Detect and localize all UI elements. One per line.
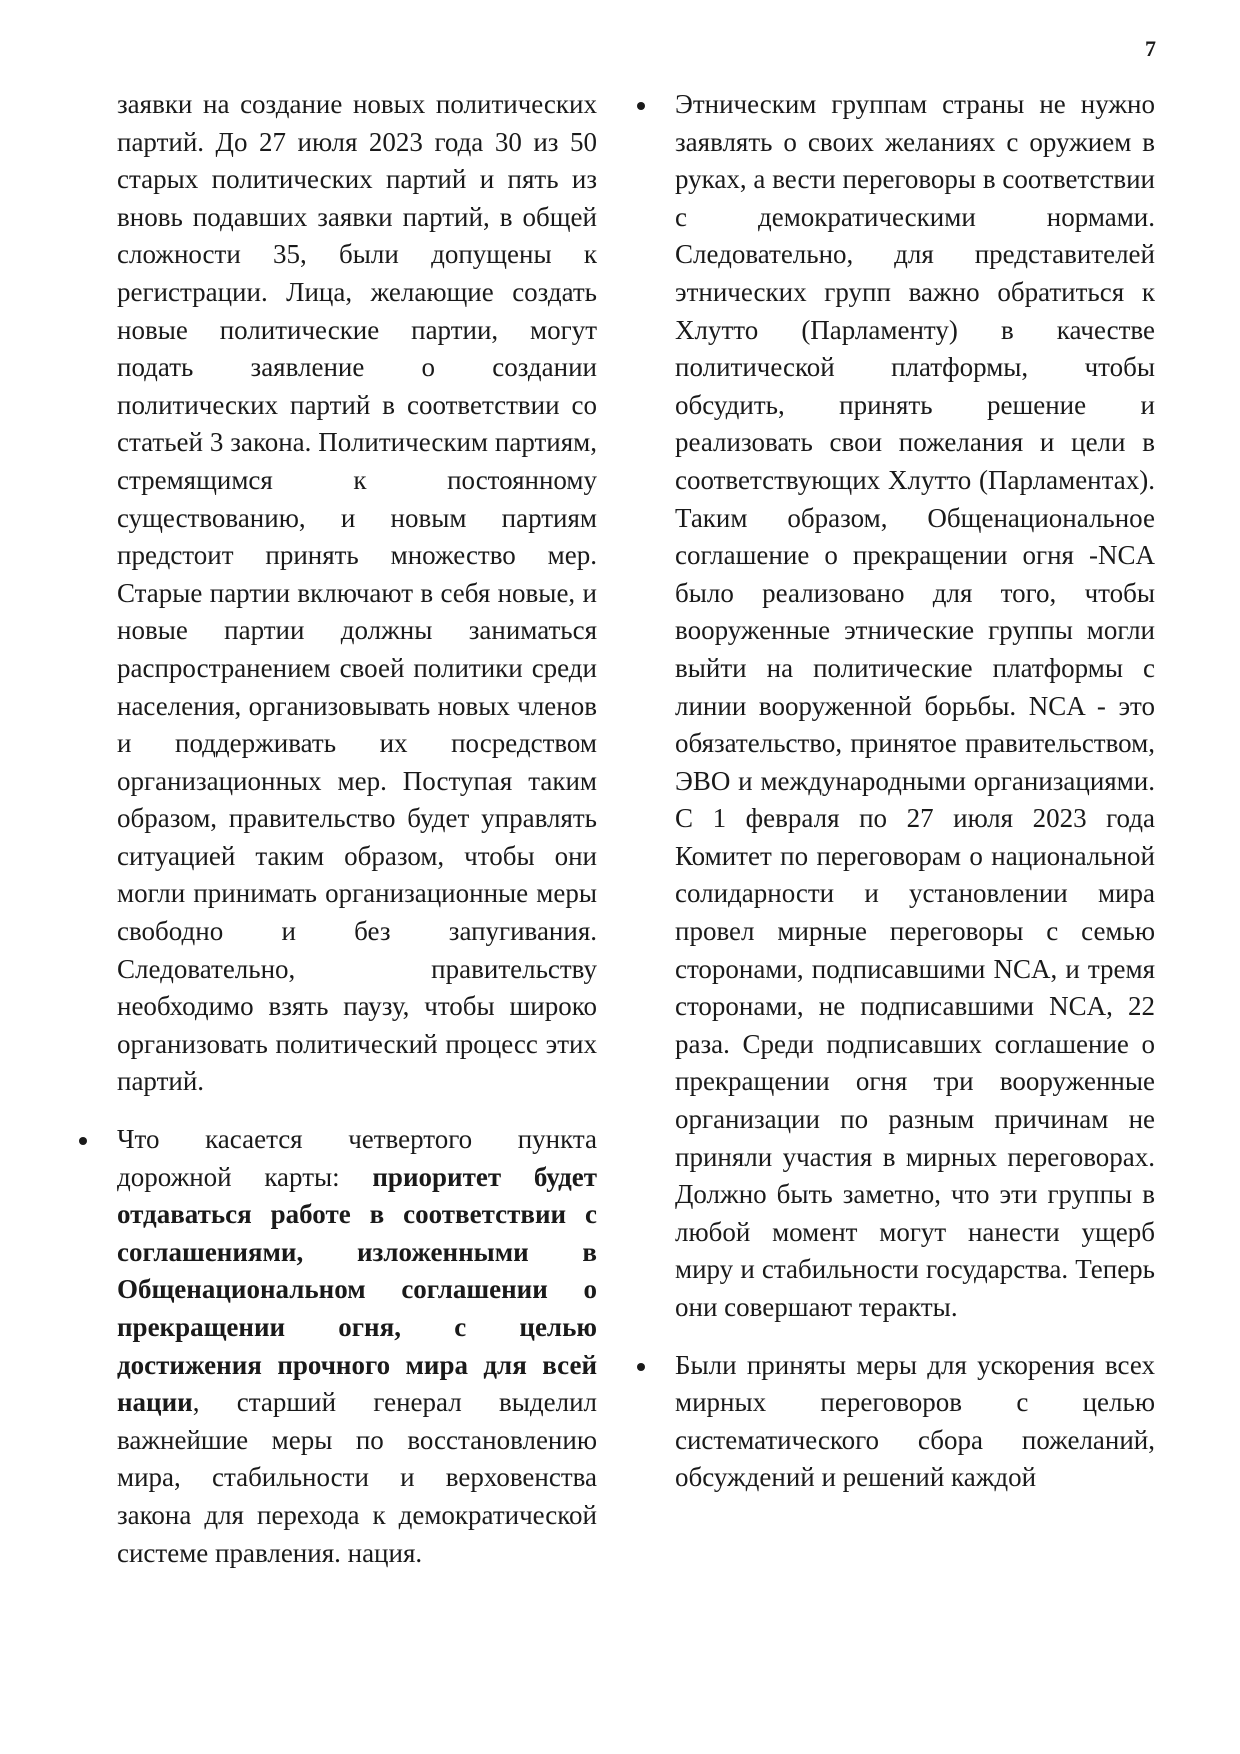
bullet-text: Этническим группам страны не нужно заявлять о своих желаниях с оружием в руках, а вести переговоры в соответствии с демократическими нормами. Следовательно, для представителей этнических групп важно обратиться к Хлутто (Парламенту) в качестве политической платформы, чтобы обсудить, принять решение и реализовать свои пожелания и цели в соответствующих Хлутто (Парламентах). Таким образом, Общенациональное соглашение о прекращении огня -NCA было реализовано для того, чтобы вооруженные этнические группы могли выйти на политические платформы с линии вооруженной борьбы. NCA - это обязательство, принятое правительством, ЭВО и международными организациями. С 1 февраля по 27 июля 2023 года Комитет по переговорам о национальной солидарности и установлении мира провел мирные переговоры с семью сторонами, подписавшими NCA, и тремя сторонами, не подписавшими NCA, 22 раза. Среди подписавших соглашение о прекращении огня три вооруженные организации по разным причинам не приняли участия в мирных переговорах. Должно быть заметно, что эти группы в любой момент могут нанести ущерб миру и стабильности государства. Теперь они совершают теракты.	[675, 89, 1155, 1322]
bullet-icon	[637, 1363, 645, 1371]
bullet-text-tail: , старший генерал выделил важнейшие меры по восстановлению мира, стабильности и верховенства закона для перехода к демократической системе правления. нация.	[117, 1387, 597, 1568]
right-column	[675, 86, 1155, 1497]
bullet-item-ethnic-groups	[675, 86, 1155, 1327]
bullet-icon	[79, 1137, 87, 1145]
bullet-text-lead: Что касается четвертого пункта дорожной карты:	[117, 1124, 597, 1192]
page-number: 7	[1145, 36, 1156, 61]
bullet-item-roadmap	[117, 1121, 597, 1572]
bullet-text-bold: приоритет будет отдаваться работе в соответствии с соглашениями, изложенными в Общенациональном соглашении о прекращении огня, с целью достижения прочного мира для всей нации	[117, 1161, 597, 1418]
paragraph-continuation: заявки на создание новых политических партий. До 27 июля 2023 года 30 из 50 старых политических партий и пять из вновь подавших заявки партий, в общей сложности 35, были допущены к регистрации. Лица, желающие создать новые политические партии, могут подать заявление о создании политических партий в соответствии со статьей 3 закона. Политическим партиям, стремящимся к постоянному существованию, и новым партиям предстоит принять множество мер. Старые партии включают в себя новые, и новые партии должны заниматься распространением своей политики среди населения, организовывать новых членов и поддерживать их посредством организационных мер. Поступая таким образом, правительство будет управлять ситуацией таким образом, чтобы они могли принимать организационные меры свободно и без запугивания. Следовательно, правительству необходимо взять паузу, чтобы широко организовать политический процесс этих партий.	[117, 89, 597, 1097]
bullet-icon	[637, 102, 645, 110]
left-column	[117, 86, 597, 1572]
bullet-text: Были приняты меры для ускорения всех мирных переговоров с целью систематического сбора пожеланий, обсуждений и решений каждой	[675, 1349, 1155, 1493]
bullet-text	[117, 1121, 597, 1572]
bullet-item-peace-talks	[675, 1347, 1155, 1497]
